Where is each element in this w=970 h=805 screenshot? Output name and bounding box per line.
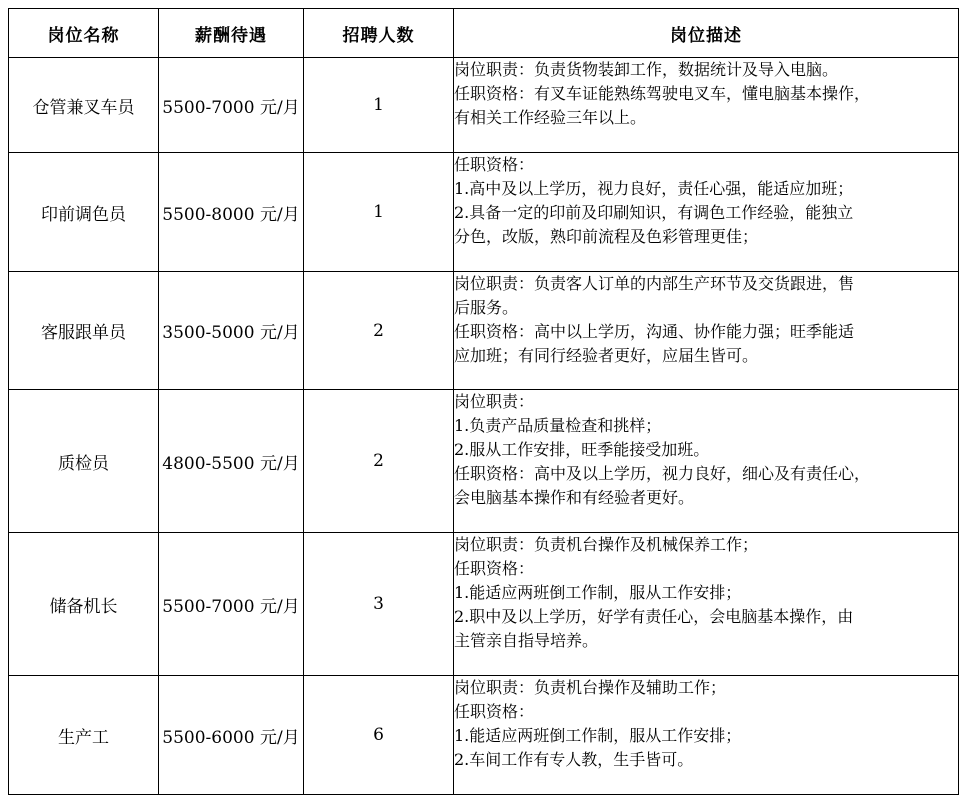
description-line: 会电脑基本操作和有经验者更好。 — [454, 488, 695, 507]
description-line: 有相关工作经验三年以上。 — [454, 108, 647, 127]
salary-cell: 5500-6000 元/月 — [159, 676, 304, 795]
header-description: 岗位描述 — [454, 9, 959, 58]
table-row — [9, 390, 959, 533]
table-row — [9, 58, 959, 153]
description-cell — [454, 58, 959, 153]
headcount-cell: 6 — [304, 676, 454, 795]
description-line: 分色，改版，熟印前流程及色彩管理更佳； — [454, 227, 759, 246]
description-line: 任职资格：有叉车证能熟练驾驶电叉车，懂电脑基本操作， — [454, 84, 871, 103]
header-salary: 薪酬待遇 — [159, 9, 304, 58]
salary-cell: 3500-5000 元/月 — [159, 272, 304, 390]
salary-cell: 5500-7000 元/月 — [159, 58, 304, 153]
position-cell: 客服跟单员 — [9, 272, 159, 390]
job-table — [8, 8, 959, 795]
description-line: 2.具备一定的印前及印刷知识，有调色工作经验，能独立 — [454, 203, 854, 222]
salary-cell: 5500-8000 元/月 — [159, 153, 304, 272]
description-line: 1.能适应两班倒工作制，服从工作安排； — [454, 583, 742, 602]
position-cell: 储备机长 — [9, 533, 159, 676]
description-line: 岗位职责： — [454, 392, 535, 411]
table-row — [9, 533, 959, 676]
description-line: 任职资格：高中及以上学历，视力良好，细心及有责任心， — [454, 464, 871, 483]
description-line: 1.能适应两班倒工作制，服从工作安排； — [454, 726, 742, 745]
header-position: 岗位名称 — [9, 9, 159, 58]
description-line: 任职资格：高中以上学历，沟通、协作能力强；旺季能适 — [454, 322, 855, 341]
description-line: 2.车间工作有专人教，生手皆可。 — [454, 750, 694, 769]
description-cell — [454, 390, 959, 533]
description-line: 1.负责产品质量检查和挑样； — [454, 416, 662, 435]
description-line: 2.职中及以上学历，好学有责任心，会电脑基本操作，由 — [454, 607, 854, 626]
description-line: 岗位职责：负责客人订单的内部生产环节及交货跟进，售 — [454, 274, 855, 293]
description-line: 岗位职责：负责货物装卸工作，数据统计及导入电脑。 — [454, 60, 839, 79]
description-line: 任职资格： — [454, 155, 535, 174]
header-headcount: 招聘人数 — [304, 9, 454, 58]
position-cell: 印前调色员 — [9, 153, 159, 272]
headcount-cell: 3 — [304, 533, 454, 676]
salary-cell: 4800-5500 元/月 — [159, 390, 304, 533]
description-line: 1.高中及以上学历，视力良好，责任心强，能适应加班； — [454, 179, 854, 198]
headcount-cell: 2 — [304, 272, 454, 390]
position-cell: 生产工 — [9, 676, 159, 795]
description-line: 应加班；有同行经验者更好，应届生皆可。 — [454, 346, 759, 365]
table-row — [9, 272, 959, 390]
description-line: 任职资格： — [454, 702, 535, 721]
description-line: 岗位职责：负责机台操作及机械保养工作； — [454, 535, 759, 554]
headcount-cell: 1 — [304, 58, 454, 153]
headcount-cell: 1 — [304, 153, 454, 272]
headcount-cell: 2 — [304, 390, 454, 533]
table-row — [9, 676, 959, 795]
description-line: 后服务。 — [454, 298, 519, 317]
salary-cell: 5500-7000 元/月 — [159, 533, 304, 676]
description-cell — [454, 272, 959, 390]
description-cell — [454, 153, 959, 272]
description-line: 2.服从工作安排，旺季能接受加班。 — [454, 440, 710, 459]
position-cell: 仓管兼叉车员 — [9, 58, 159, 153]
description-cell — [454, 676, 959, 795]
description-line: 岗位职责：负责机台操作及辅助工作； — [454, 678, 727, 697]
position-cell: 质检员 — [9, 390, 159, 533]
description-cell — [454, 533, 959, 676]
description-line: 任职资格： — [454, 559, 535, 578]
header-row — [9, 9, 959, 58]
table-row — [9, 153, 959, 272]
description-line: 主管亲自指导培养。 — [454, 631, 599, 650]
